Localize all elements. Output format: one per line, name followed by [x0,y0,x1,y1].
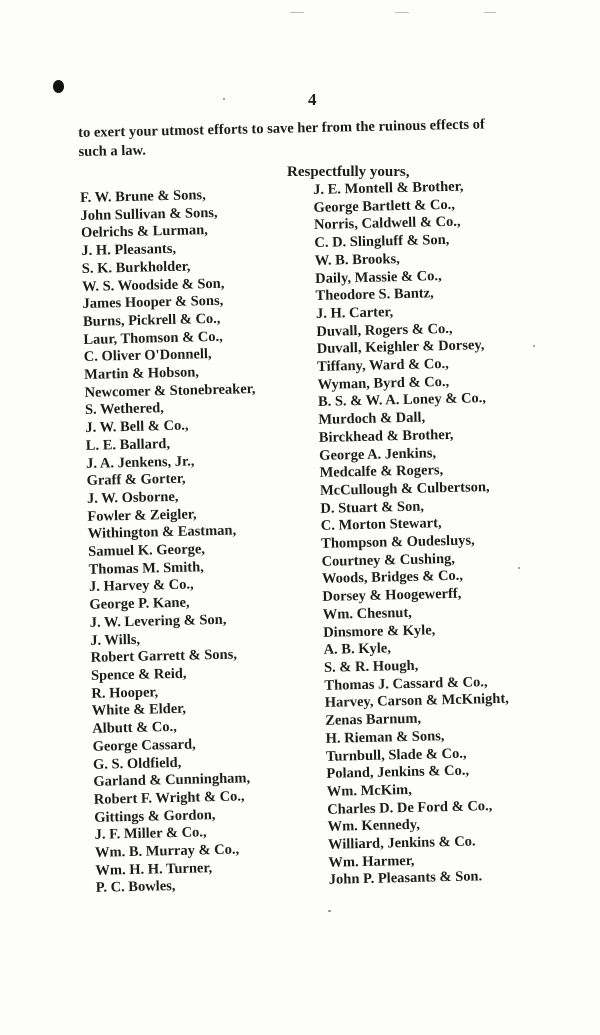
signatory-name: George Cassard, [92,736,196,755]
signatory-name: H. Rieman & Sons, [325,727,445,747]
closing-salutation: Respectfully yours, [287,164,410,180]
paper-speck [533,345,535,347]
paper-speck [328,910,331,912]
signatory-name: J. E. Montell & Brother, [313,178,464,198]
signatory-name: Harvey, Carson & McKnight, [324,691,510,712]
signatories-left-column [80,186,267,898]
signatory-name: George A. Jenkins, [319,444,437,464]
intro-line: such a law. [78,142,147,160]
signatory-name: Thomas M. Smith, [88,559,204,578]
page-number: 4 [308,90,317,109]
signatory-name: Tiffany, Ward & Co., [317,355,449,375]
signatory-name: C. Oliver O'Donnell, [83,346,212,366]
signatory-name: J. Harvey & Co., [88,576,194,596]
signatory-name: McCullough & Culbertson, [319,479,490,499]
signatory-name: J. F. Miller & Co., [94,824,207,844]
signatory-name: James Hooper & Sons, [82,292,224,313]
signatory-name: Duvall, Keighler & Dorsey, [316,337,485,358]
signatory-name: P. C. Bowles, [95,878,176,897]
signatory-name: Poland, Jenkins & Co., [326,762,470,783]
signatory-name: Garland & Cunningham, [93,770,251,791]
signatory-name: George P. Kane, [89,594,190,614]
signatory-name: Newcomer & Stonebreaker, [84,380,256,401]
signatory-name: John Sullivan & Sons, [80,204,218,224]
signatory-name: Fowler & Zeigler, [87,506,197,525]
paper-speck [518,567,520,569]
signatory-name: Wm. B. Murray & Co., [94,841,240,861]
signatory-name: J. W. Levering & Son, [89,611,227,631]
signatory-name: Wm. Kennedy, [327,817,421,836]
signatory-name: Daily, Massie & Co., [315,267,442,287]
signatory-name: W. B. Brooks, [314,250,400,269]
signatory-name: Charles D. De Ford & Co., [327,797,493,818]
top-edge-mark-2 [395,12,409,13]
signatory-name: C. Morton Stewart, [320,515,442,535]
signatory-name: W. S. Woodside & Son, [82,275,225,295]
signatory-name: Courtney & Cushing, [321,550,456,570]
signatory-name: S. K. Burkholder, [81,258,191,277]
signatory-name: Williard, Jenkins & Co. [327,833,476,853]
signatory-name: White & Elder, [91,701,187,720]
signatory-name: B. S. & W. A. Loney & Co., [317,390,487,411]
signatory-name: G. S. Oldfield, [92,754,182,773]
signatory-name: J. W. Osborne, [86,488,179,507]
signatory-name: Dinsmore & Kyle, [323,621,436,641]
signatory-name: Samuel K. George, [88,541,206,560]
signatory-name: S. & R. Hough, [323,657,419,676]
signatory-name: J. H. Pleasants, [81,240,177,260]
ink-blot [53,80,64,93]
signatory-name: C. D. Slingluff & Son, [314,232,450,252]
signatory-name: L. E. Ballard, [85,435,171,454]
signatory-name: Turnbull, Slade & Co., [325,745,467,765]
top-edge-mark-1 [290,12,304,13]
signatory-name: Norris, Caldwell & Co., [313,214,461,234]
signatory-name: Spence & Reid, [90,665,187,684]
signatory-name: Theodore S. Bantz, [315,285,434,305]
signatories-right-column [313,178,513,890]
signatory-name: J. A. Jenkens, Jr., [86,453,195,472]
signatory-name: J. Wills, [90,631,141,649]
signatory-name: J. H. Carter, [315,304,394,322]
signatory-name: George Bartlett & Co., [313,196,456,216]
signatory-name: Graff & Gorter, [86,470,186,490]
signatory-name: Medcalfe & Rogers, [319,462,444,482]
signatory-name: John P. Pleasants & Son. [328,868,483,889]
signatory-name: S. Wethered, [84,400,164,419]
signatory-name: J. W. Bell & Co., [85,417,189,437]
signatory-name: Wm. McKim, [326,781,412,800]
signatory-name: Murdoch & Dall, [318,409,426,429]
signatory-name: Dorsey & Hoogewerff, [322,585,462,606]
signatory-name: Burns, Pickrell & Co., [82,310,221,330]
signatory-name: Oelrichs & Lurman, [80,222,209,242]
signatory-name: Wyman, Byrd & Co., [317,373,450,393]
signatory-name: Robert Garrett & Sons, [90,646,238,667]
top-edge-mark-3 [484,12,496,13]
signatory-name: F. W. Brune & Sons, [80,187,206,206]
signatory-name: Laur, Thomson & Co., [83,328,223,348]
paper-speck [223,98,225,100]
signatory-name: Duvall, Rogers & Co., [316,320,453,340]
intro-paragraph [78,114,559,162]
signatory-name: Martin & Hobson, [84,364,200,383]
signatory-name: Woods, Bridges & Co., [321,568,464,588]
signatory-name: D. Stuart & Son, [320,498,425,517]
signatory-name: Wm. Harmer, [328,852,415,871]
signatory-name: Albutt & Co., [92,719,177,737]
intro-line: to exert your utmost efforts to save her from the ruinous effects of [78,116,485,141]
signatory-name: Wm. H. H. Turner, [95,859,213,879]
signatory-name: Zenas Barnum, [325,710,422,729]
signatory-name: Robert F. Wright & Co., [93,788,245,808]
signatory-name: Gittings & Gordon, [94,806,216,826]
signatory-name: Birckhead & Brother, [318,426,454,446]
signatory-name: R. Hooper, [91,684,159,702]
signatory-name: A. B. Kyle, [323,640,392,659]
signatory-name: Thompson & Oudesluys, [321,532,475,552]
signatory-name: Thomas J. Cassard & Co., [324,673,488,694]
signatory-name: Withington & Eastman, [87,522,237,543]
signatory-name: Wm. Chesnut, [322,604,413,623]
